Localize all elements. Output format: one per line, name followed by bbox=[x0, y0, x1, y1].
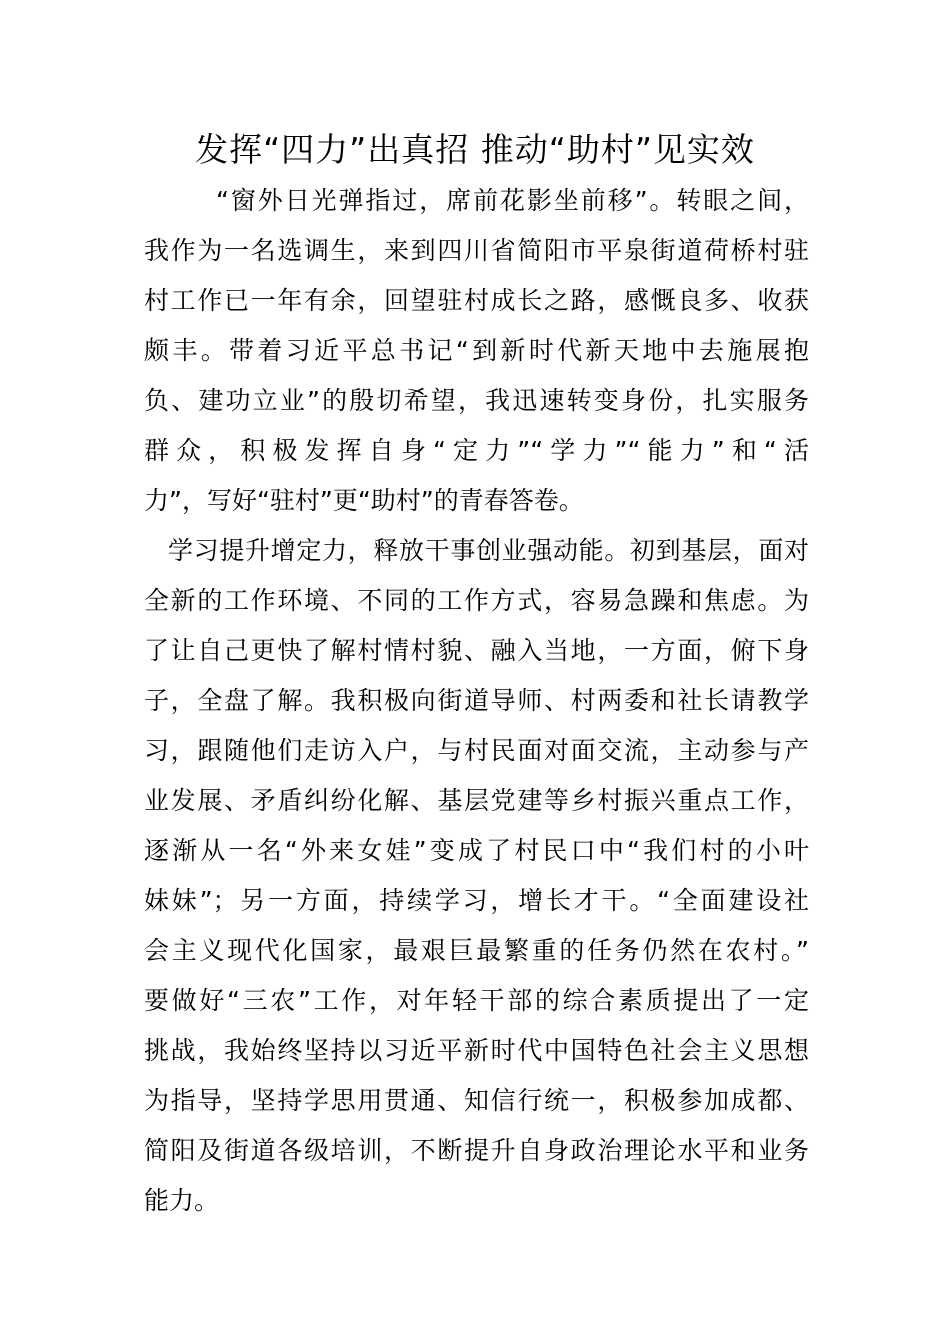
paragraph-2-line-3: 了让自己更快了解村情村貌、融入当地，一方面，俯下身 bbox=[144, 636, 809, 665]
paragraph-2-line-10: 要做好“三农”工作，对年轻干部的综合素质提出了一定 bbox=[144, 986, 809, 1015]
paragraph-2-line-14: 能力。 bbox=[144, 1186, 220, 1215]
paragraph-2-line-13: 简阳及街道各级培训，不断提升自身政治理论水平和业务 bbox=[144, 1136, 809, 1165]
paragraph-1-line-5: 负、建功立业”的殷切希望，我迅速转变身份，扎实服务 bbox=[144, 386, 809, 415]
paragraph-2-line-5: 习，跟随他们走访入户，与村民面对面交流，主动参与产 bbox=[144, 736, 809, 765]
paragraph-1-line-4: 颇丰。带着习近平总书记“到新时代新天地中去施展抱 bbox=[144, 336, 809, 365]
paragraph-1-line-7: 力”，写好“驻村”更“助村”的青春答卷。 bbox=[144, 486, 584, 515]
paragraph-2-line-9: 会主义现代化国家，最艰巨最繁重的任务仍然在农村。” bbox=[144, 936, 809, 965]
paragraph-1-line-1: “窗外日光弹指过，席前花影坐前移”。转眼之间， bbox=[216, 186, 809, 215]
paragraph-2-line-12: 为指导，坚持学思用贯通、知信行统一，积极参加成都、 bbox=[144, 1086, 809, 1115]
document-title: 发挥“四力”出真招 推动“助村”见实效 bbox=[195, 130, 755, 169]
paragraph-2-line-2: 全新的工作环境、不同的工作方式，容易急躁和焦虑。为 bbox=[144, 586, 809, 615]
paragraph-1-line-6: 群众，积极发挥自身“定力”“学力”“能力”和“活 bbox=[144, 436, 809, 465]
paragraph-2-line-1: 学习提升增定力，释放干事创业强动能。初到基层，面对 bbox=[168, 536, 809, 565]
paragraph-2-line-8: 妹妹”；另一方面，持续学习，增长才干。“全面建设社 bbox=[144, 886, 809, 915]
paragraph-2-line-7: 逐渐从一名“外来女娃”变成了村民口中“我们村的小叶 bbox=[144, 836, 809, 865]
paragraph-2-line-11: 挑战，我始终坚持以习近平新时代中国特色社会主义思想 bbox=[144, 1036, 809, 1065]
paragraph-2-line-6: 业发展、矛盾纠纷化解、基层党建等乡村振兴重点工作， bbox=[144, 786, 809, 815]
paragraph-1-line-3: 村工作已一年有余，回望驻村成长之路，感慨良多、收获 bbox=[144, 286, 809, 315]
paragraph-2-line-4: 子，全盘了解。我积极向街道导师、村两委和社长请教学 bbox=[144, 686, 809, 715]
paragraph-1-line-2: 我作为一名选调生，来到四川省简阳市平泉街道荷桥村驻 bbox=[144, 236, 809, 265]
